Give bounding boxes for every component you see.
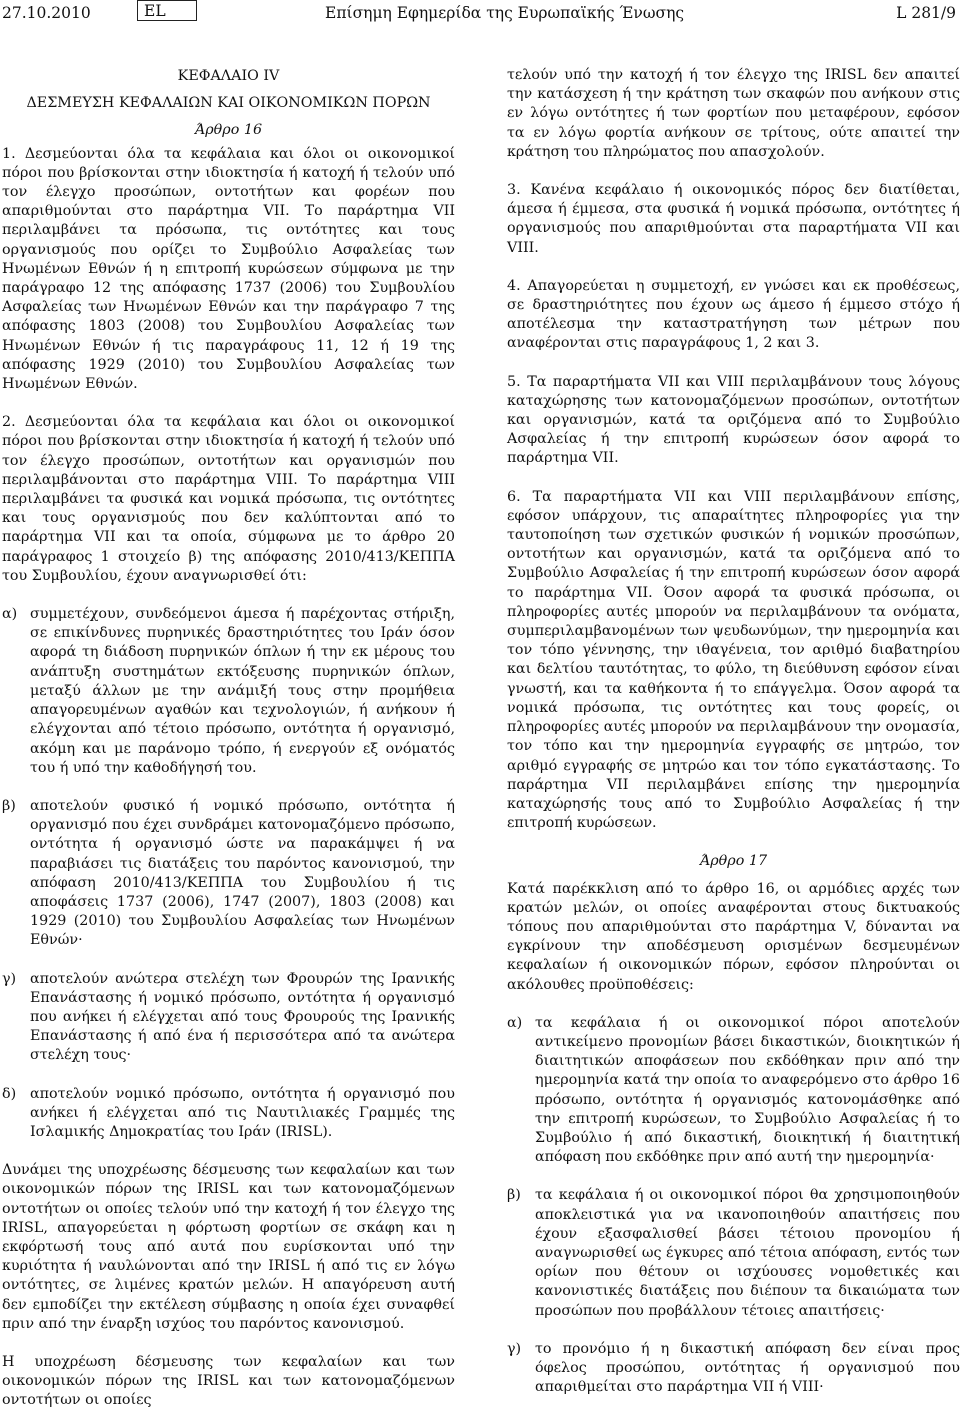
paragraph-1: 1. Δεσμεύονται όλα τα κεφάλαια και όλοι οι οικονομικοί πόροι που βρίσκονται στην ιδιοκτησία ή κατοχή ή τελούν υπό τον έλεγχο προσώπων, οντοτήτων και φορέων που απαριθμούνται στο παράρτημα VII. Το παράρτημα VII περιλαμβάνει τα πρόσωπα, τις οντότητες και τους οργανισμούς που ορίζει το Συμβούλιο Ασφαλείας των Ηνωμένων Εθνών ή η επιτροπή κυρώσεων σύμφωνα με την παράγραφο 12 της απόφασης 1737 (2006) του Συμβουλίου Ασφαλείας των Ηνωμένων Εθνών και την παράγραφο 7 της απόφασης 1803 (2008) του Συμβουλίου Ασφαλείας των Ηνωμένων Εθνών ή τις παραγράφους 11, 12 ή 19 της απόφασης 1929 (2010) του Συμβουλίου Ασφαλείας των Ηνωμένων Εθνών. — [2, 145, 455, 393]
paragraph-3: 3. Κανένα κεφάλαιο ή οικονομικός πόρος δεν διατίθεται, άμεσα ή έμμεσα, στα φυσικά ή νομικά πρόσωπα, οντότητες ή οργανισμούς που απαριθμούνται στα παραρτήματα VII και VIII. — [507, 182, 960, 256]
article-17-intro: Κατά παρέκκλιση από το άρθρο 16, οι αρμόδιες αρχές των κρατών μελών, οι οποίες αναφέρονται στους δικτυακούς τόπους που απαριθμούνται στο παράρτημα V, δύνανται να εγκρίνουν την αποδέσμευση ορισμένων δεσμευμένων κεφαλαίων ή οικονομικών πόρων, εφόσον πληρούνται οι ακόλουθες προϋποθέσεις: — [507, 880, 960, 993]
page-reference: L 281/9 — [896, 4, 956, 22]
item-label: β) — [2, 797, 16, 814]
paragraph-6: 6. Τα παραρτήματα VII και VIII περιλαμβάνουν επίσης, εφόσον υπάρχουν, τις απαραίτητες πληροφορίες για την ταυτοποίηση των σχετικών φυσικών ή νομικών προσώπων, οντοτήτων και οργανισμών, κατά τα οριζόμενα από το Συμβούλιο Ασφαλείας ή την επιτροπή κυρώσεων όσον αφορά το παράρτημα VII. Όσον αφορά τα φυσικά πρόσωπα, οι πληροφορίες αυτές μπορούν να περιλαμβάνουν τα ονόματα, συμπεριλαμβανομένων των ψευδωνύμων, την ημερομηνία και τον τόπο γέννησης, την ιθαγένεια, τον αριθμό διαβατηρίου και δελτίου ταυτότητας, το φύλο, τη διεύθυνση εφόσον είναι γνωστή, και τα καθήκοντα ή το επάγγελμα. Όσον αφορά τα νομικά πρόσωπα, τις οντότητες και τους φορείς, οι πληροφορίες αυτές μπορούν να περιλαμβάνουν την ονομασία, τον τόπο και την ημερομηνία εγγραφής σε μητρώο, τον αριθμό εγγραφής σε μητρώο και τον τόπο εγκατάστασης. Το παράρτημα VII περιλαμβάνει επίσης την ημερομηνία καταχώρησής τους από το Συμβούλιο Ασφαλείας ή την επιτροπή κυρώσεων. — [507, 488, 960, 832]
item-text: το προνόμιο ή η δικαστική απόφαση δεν είναι προς όφελος προσώπου, οντότητας ή οργανισμού που απαριθμείται στο παράρτημα VII ή VIII· — [535, 1340, 960, 1396]
publication-date: 27.10.2010 — [2, 4, 91, 22]
chapter-heading: ΚΕΦΑΛΑΙΟ IV — [177, 68, 280, 84]
right-column — [507, 64, 960, 1397]
list-item — [507, 1014, 960, 1168]
journal-title: Επίσημη Εφημερίδα της Ευρωπαϊκής Ένωσης — [325, 4, 685, 22]
article-16-heading: Άρθρο 16 — [194, 122, 263, 139]
item-text: τα κεφάλαια ή οι οικονομικοί πόροι θα χρησιμοποιηθούν αποκλειστικά για να ικανοποιηθούν απαιτήσεις που έχουν εξασφαλισθεί βάσει τέτοιου προνομίου ή αναγνωρισθεί ως έγκυρες από τέτοια απόφαση, εντός των ορίων που θέτουν οι ισχύουσες νομοθετικές και κανονιστικές διατάξεις που διέπουν τα δικαιώματα των προσώπων που προβάλλουν τέτοιες απαιτήσεις· — [535, 1187, 960, 1319]
paragraph-irisl-continued: Η υποχρέωση δέσμευσης των κεφαλαίων και των οικονομικών πόρων της IRISL και των κατονομαζόμενων οντοτήτων οι οποίες — [2, 1353, 455, 1409]
item-label: γ) — [2, 970, 17, 987]
list-item — [2, 605, 455, 778]
list-item — [2, 970, 455, 1066]
item-label: α) — [2, 606, 18, 623]
article-17-heading: Άρθρο 17 — [699, 853, 768, 870]
chapter-title: ΔΕΣΜΕΥΣΗ ΚΕΦΑΛΑΙΩΝ ΚΑΙ ΟΙΚΟΝΟΜΙΚΩΝ ΠΟΡΩΝ — [26, 95, 431, 112]
item-text: τα κεφάλαια ή οι οικονομικοί πόροι αποτελούν αντικείμενο προνομίων βάσει δικαστικών, διοικητικών ή διαιτητικών αποφάσεων που εκδόθηκαν πριν από την ημερομηνία κατά την οποία το αναφερόμενο στο άρθρο 16 πρόσωπο, οντότητα ή οργανισμός κατονομάσθηκε από την επιτροπή κυρώσεων, το Συμβούλιο Ασφαλείας ή το Συμβούλιο ή από δικαστική, διοικητική ή διαιτητική απόφαση που εκδόθηκε πριν από αυτή την ημερομηνία· — [535, 1014, 960, 1166]
paragraph-continuation: τελούν υπό την κατοχή ή τον έλεγχο της IRISL δεν απαιτεί την κατάσχεση ή την κράτηση των σκαφών που ανήκουν στις εν λόγω οντότητες ή των φορτίων που μεταφέρουν, εφόσον τα εν λόγω φορτία ανήκουν σε τρίτους, ούτε απαιτεί την κράτηση του πληρώματος που απασχολούν. — [507, 67, 960, 160]
list-item — [507, 1186, 960, 1320]
item-text: αποτελούν φυσικό ή νομικό πρόσωπο, οντότητα ή οργανισμό που έχει συνδράμει κατονομαζόμενο πρόσωπο, οντότητα ή οργανισμό ώστε να παρακάμψει ή να παραβιάσει τις διατάξεις του παρόντος κανονισμού, την απόφαση 2010/413/ΚΕΠΠΑ του Συμβουλίου ή τις αποφάσεις 1737 (2006), 1747 (2007), 1803 (2008) και 1929 (2010) του Συμβουλίου Ασφαλείας των Ηνωμένων Εθνών· — [30, 797, 455, 949]
page-header — [0, 0, 960, 26]
language-box: EL — [137, 0, 197, 21]
list-item — [2, 1085, 455, 1143]
list-item — [2, 797, 455, 951]
item-label: β) — [507, 1187, 521, 1204]
item-text: αποτελούν νομικό πρόσωπο, οντότητα ή οργανισμό που ανήκει ή ελέγχεται από τις Ναυτιλιακές Γραμμές της Ισλαμικής Δημοκρατίας του Ιράν (IRISL). — [30, 1085, 455, 1140]
item-text: αποτελούν ανώτερα στελέχη των Φρουρών της Ιρανικής Επανάστασης ή νομικό πρόσωπο, οντότητα ή οργανισμό που ανήκει ή ελέγχεται από τους Φρουρούς της Ιρανικής Επανάστασης ή από ένα ή περισσότερα από τα ανώτερα στελέχη τους· — [30, 970, 455, 1064]
item-label: δ) — [2, 1085, 17, 1102]
paragraph-2: 2. Δεσμεύονται όλα τα κεφάλαια και όλοι οι οικονομικοί πόροι που βρίσκονται στην ιδιοκτησία ή κατοχή ή τελούν υπό τον έλεγχο προσώπων, οντοτήτων και οργανισμών που περιλαμβάνονται στο παράρτημα VIII. Το παράρτημα VIII περιλαμβάνει τα φυσικά και νομικά πρόσωπα, τις οντότητες και τους οργανισμούς που δεν καλύπτονται από το παράρτημα VII και τα οποία, σύμφωνα με το άρθρο 20 παράγραφος 1 στοιχείο β) της απόφασης 2010/413/ΚΕΠΠΑ του Συμβουλίου, έχουν αναγνωρισθεί ότι: — [2, 414, 455, 584]
item-label: γ) — [507, 1340, 522, 1357]
paragraph-5: 5. Τα παραρτήματα VII και VIII περιλαμβάνουν τους λόγους καταχώρησης των κατονομαζόμενων προσώπων, οντοτήτων και οργανισμών, κατά τα οριζόμενα από το Συμβούλιο Ασφαλείας ή την επιτροπή κυρώσεων όσον αφορά το παράρτημα VII. — [507, 373, 960, 467]
paragraph-4: 4. Απαγορεύεται η συμμετοχή, εν γνώσει και εκ προθέσεως, σε δραστηριότητες που έχουν ως άμεσο ή έμμεσο στόχο ή αποτέλεσμα την καταστρατήγηση των μέτρων που αναφέρονται στις παραγράφους 1, 2 και 3. — [507, 277, 960, 352]
item-label: α) — [507, 1014, 523, 1031]
list-item — [507, 1340, 960, 1398]
paragraph-irisl: Δυνάμει της υποχρέωσης δέσμευσης των κεφαλαίων και των οικονομικών πόρων της IRISL και των κατονομαζόμενων οντοτήτων οι οποίες τελούν υπό την κατοχή ή τον έλεγχο της IRISL, απαγορεύεται η φόρτωση φορτίων σε σκάφη και η εκφόρτωσή τους από αυτά που ευρίσκονται υπό την κυριότητα ή ναυλώνονται από την IRISL ή από τις εν λόγω οντότητες, σε λιμένες κρατών μελών. Η απαγόρευση αυτή δεν εμποδίζει την εκτέλεση σύμβασης η οποία έχει συναφθεί πριν από την έναρξη ισχύος του παρόντος κανονισμού. — [2, 1162, 455, 1332]
left-column — [2, 64, 455, 1411]
item-text: συμμετέχουν, συνδεόμενοι άμεσα ή παρέχοντας στήριξη, σε επικίνδυνες πυρηνικές δραστηριότητες του Ιράν όσον αφορά τη διάδοση πυρηνικών όπλων ή την εκ μέρους του ανάπτυξη συστημάτων εκτόξευσης πυρηνικών όπλων, μεταξύ άλλων με την ανάμιξή τους στην προμήθεια απαγορευμένων αγαθών και τεχνολογιών, ή ανήκουν ή ελέγχονται από τέτοιο πρόσωπο, οντότητα ή οργανισμό, ακόμη και με παράνομο τρόπο, ή ενεργούν εξ ονόματός του ή υπό την καθοδήγησή του. — [30, 606, 455, 776]
